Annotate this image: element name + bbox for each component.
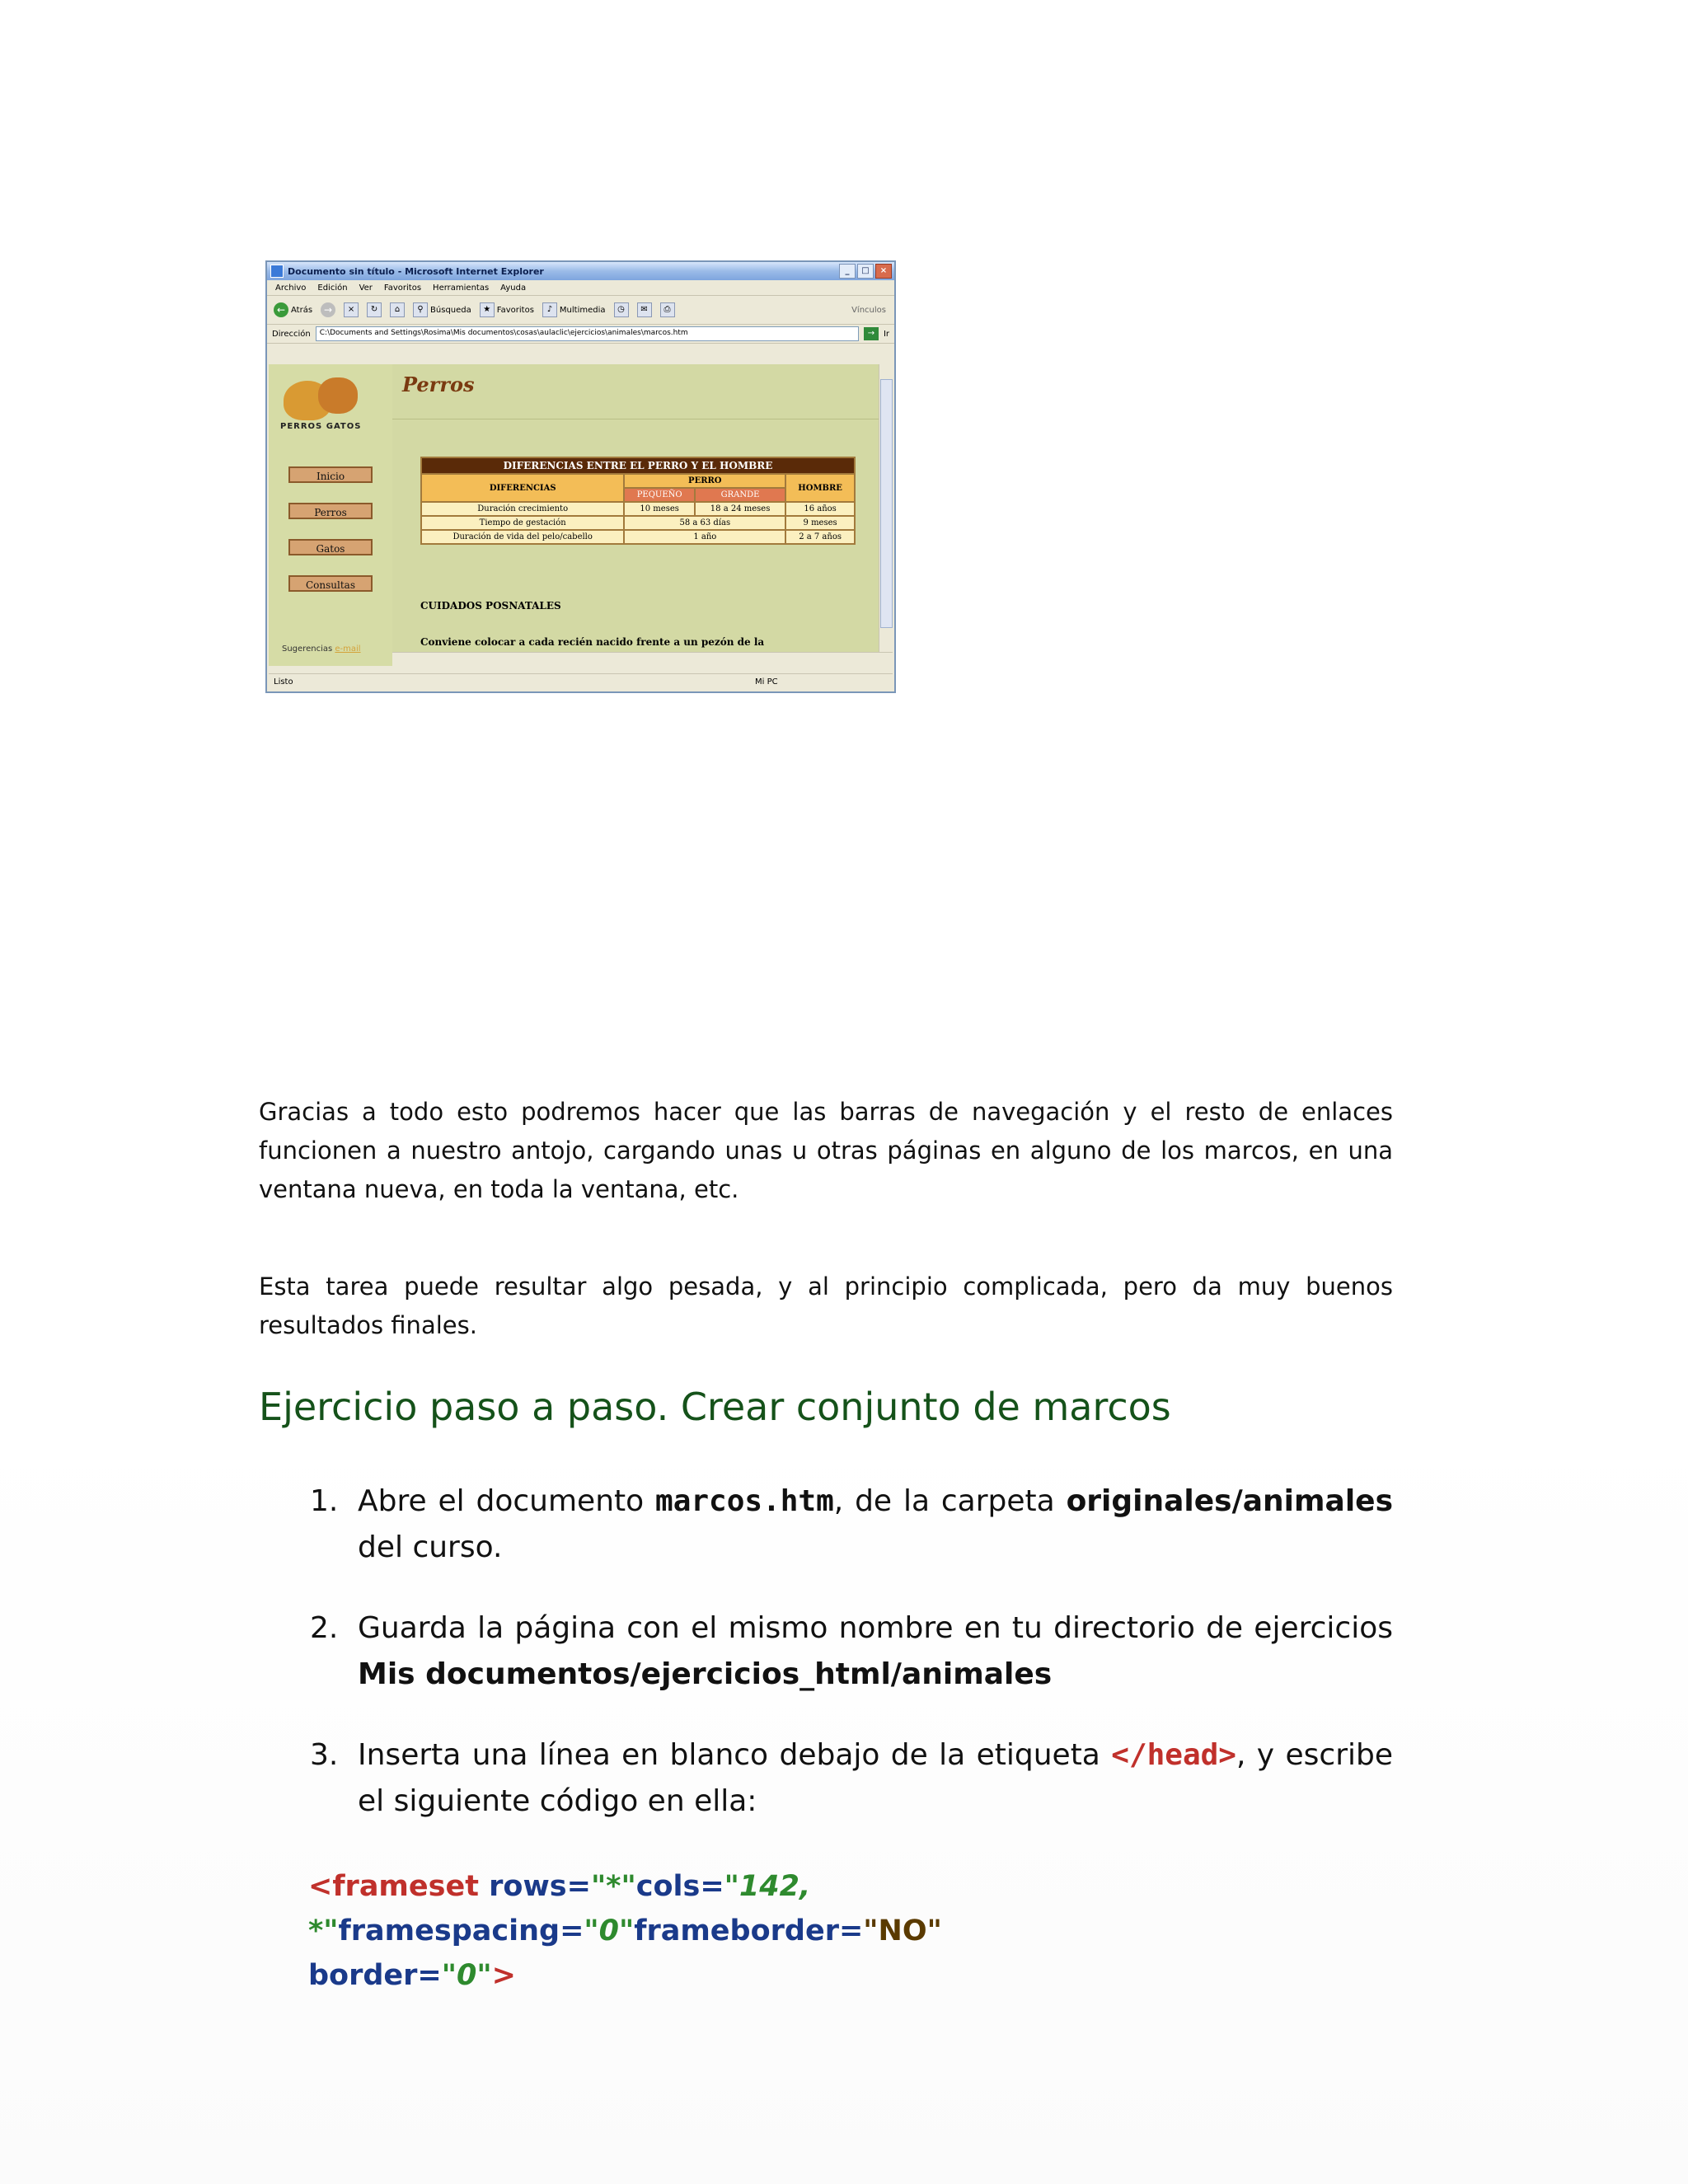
folder-path: Mis documentos/ejercicios_html/animales [358,1657,1053,1691]
table-row: Tiempo de gestación 58 a 63 días 9 meses [421,516,855,530]
menu-ver: Ver [359,283,373,293]
suggestion-link: e-mail [335,644,361,654]
search-icon: ⚲ [413,302,428,317]
menu-archivo: Archivo [275,283,307,293]
differences-table [420,457,856,545]
links-label: Vínculos [851,305,886,315]
vertical-scrollbar [879,364,893,653]
media-icon: ♪ [542,302,557,317]
table-header-small: PEQUEÑO [624,488,695,502]
forward-icon: → [321,302,335,317]
browser-menu [267,280,894,296]
paragraph-intro: Gracias a todo esto podremos hacer que las barras de navegación y el resto de enlaces funcionen a nuestro antojo, cargando unas u otras páginas en alguno de los marcos, en una ventana nueva, en toda la ventana, etc. [259,1098,1393,1203]
site-logo [279,374,377,432]
menu-edicion: Edición [317,283,348,293]
search-label: Búsqueda [430,305,471,315]
table-header-man: HOMBRE [785,474,855,502]
print-icon: ⎙ [660,302,675,317]
table-header-dog: PERRO [624,474,785,488]
file-name: marcos.htm [655,1484,834,1518]
history-icon: ◷ [614,302,629,317]
step-text: Inserta una línea en blanco debajo de la etiqueta </head>, y escribe el siguiente código en ella: [358,1738,1393,1818]
menu-ayuda: Ayuda [500,283,527,293]
menu-herramientas: Herramientas [433,283,490,293]
care-text: Conviene colocar a cada recién nacido frente a un pezón de la [420,636,765,648]
browser-title: Documento sin título - Microsoft Internet Explorer [288,265,544,277]
status-ready: Listo [274,677,293,687]
folder-name: originales/animales [1066,1484,1394,1518]
care-title: CUIDADOS POSNATALES [420,600,561,612]
mail-icon: ✉ [637,302,652,317]
paragraph-note: Esta tarea puede resultar algo pesada, y al principio complicada, pero da muy buenos resultados finales. [259,1272,1393,1339]
logo-text: PERROS GATOS [280,422,362,431]
head-tag: </head> [1111,1738,1236,1772]
close-icon: × [875,264,892,279]
site-sidebar [269,364,392,666]
browser-status-bar [269,673,893,690]
site-nav-perros: Perros [288,503,373,519]
site-nav-consultas: Consultas [288,575,373,592]
step-number: 2. [310,1611,339,1645]
star-icon: ★ [480,302,495,317]
step-3 [310,1732,1393,1825]
code-snippet: <frameset rows="*"cols="142, *"framespacing="0"frameborder="NO" border="0"> [308,1870,942,1992]
refresh-icon: ↻ [367,302,382,317]
ie-icon [270,265,284,278]
address-label: Dirección [272,329,311,339]
site-suggestions: Sugerencias e-mail [282,644,361,654]
favorites-label: Favoritos [496,305,534,315]
step-text: Abre el documento marcos.htm, de la carpeta originales/animales del curso. [358,1484,1394,1564]
horizontal-scrollbar [392,652,893,666]
step-number: 3. [310,1738,339,1772]
site-main [392,364,879,666]
site-heading: Perros [402,373,475,396]
step-2 [310,1605,1393,1698]
home-icon: ⌂ [390,302,405,317]
table-row: Duración de vida del pelo/cabello 1 año 2 a 7 años [421,530,855,544]
step-1 [310,1479,1393,1571]
table-header-diff: DIFERENCIAS [421,474,624,502]
menu-favoritos: Favoritos [383,283,422,293]
table-caption: DIFERENCIAS ENTRE EL PERRO Y EL HOMBRE [421,457,855,474]
back-label: Atrás [291,305,313,315]
stop-icon: × [344,302,359,317]
go-label: Ir [883,329,889,339]
site-nav-gatos: Gatos [288,539,373,555]
go-icon: → [864,327,879,340]
maximize-icon: □ [857,264,874,279]
section-title: Ejercicio paso a paso. Crear conjunto de marcos [259,1385,1171,1429]
cat-image [318,377,358,414]
media-label: Multimedia [559,305,606,315]
site-nav-inicio: Inicio [288,466,373,483]
back-icon: ← [274,302,288,317]
browser-content [269,364,893,666]
minimize-icon: _ [839,264,856,279]
browser-title-bar [267,262,894,280]
status-zone: Mi PC [755,677,778,687]
address-field: C:\Documents and Settings\Rosima\Mis documentos\cosas\aulaclic\ejercicios\animales\marcos.htm [316,326,859,341]
browser-toolbar [267,296,894,325]
table-row: Duración crecimiento 10 meses 18 a 24 meses 16 años [421,502,855,516]
table-header-big: GRANDE [695,488,785,502]
step-text: Guarda la página con el mismo nombre en tu directorio de ejercicios Mis documentos/ejercicios_html/animales [358,1611,1393,1691]
browser-screenshot [265,260,896,693]
step-number: 1. [310,1484,339,1518]
address-bar [267,325,894,344]
